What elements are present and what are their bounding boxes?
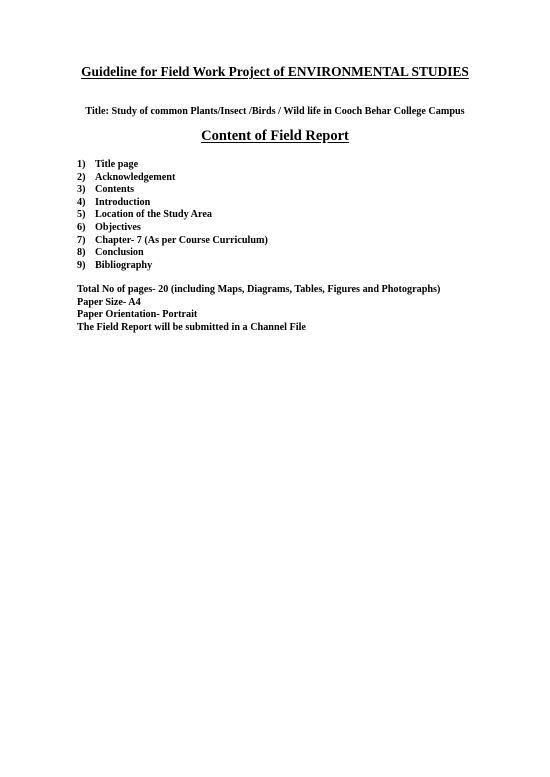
paper-orientation-text: Paper Orientation- Portrait [77,309,198,321]
submission-text: The Field Report will be submitted in a Channel File [77,321,306,333]
item-label: Objectives [95,221,141,233]
section-heading: Content of Field Report [201,128,349,144]
item-label: Introduction [95,196,151,208]
paper-size-text: Paper Size- A4 [77,296,141,308]
item-number: 4) [77,196,86,208]
item-number: 9) [77,259,86,271]
item-label: Contents [95,184,135,196]
list-item [77,222,268,235]
item-number: 5) [77,209,86,221]
item-number: 2) [77,171,86,183]
item-number: 3) [77,184,86,196]
list-item [77,172,268,185]
item-label: Location of the Study Area [95,209,212,221]
main-heading: Guideline for Field Work Project of ENVIRONMENTAL STUDIES [81,64,469,79]
list-item [77,197,268,210]
project-title: Title: Study of common Plants/Insect /Birds / Wild life in Cooch Behar College Campus [85,106,465,117]
list-item [77,159,268,172]
list-item [77,260,268,273]
item-label: Chapter- 7 (As per Course Curriculum) [95,234,268,246]
item-label: Bibliography [95,259,153,271]
list-item [77,209,268,222]
report-specifications [77,284,440,334]
item-number: 1) [77,159,86,170]
item-number: 8) [77,247,86,259]
item-label: Conclusion [95,247,144,259]
contents-list [77,159,268,272]
list-item [77,247,268,260]
total-pages-text: Total No of pages- 20 (including Maps, Diagrams, Tables, Figures and Photographs) [77,284,441,295]
item-number: 6) [77,221,86,233]
item-number: 7) [77,234,86,246]
item-label: Acknowledgement [95,171,176,183]
list-item [77,184,268,197]
list-item [77,235,268,248]
item-label: Title page [95,159,139,170]
